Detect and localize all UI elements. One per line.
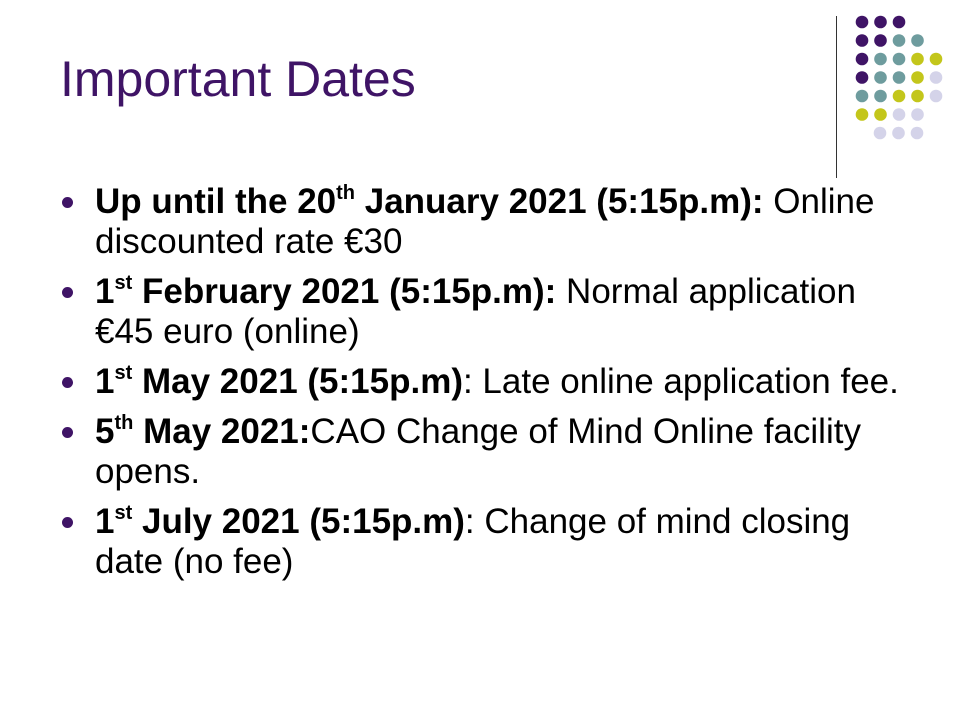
date-text-cont: May 2021: [133, 412, 311, 451]
decorative-dot [911, 127, 924, 140]
bullet-description: : Late online application fee. [462, 362, 899, 401]
decorative-dot [874, 34, 887, 47]
ordinal-suffix: st [114, 272, 133, 294]
decorative-dot [930, 71, 943, 84]
date-text: 1 [95, 502, 115, 541]
decorative-dot [911, 90, 924, 103]
decorative-dot [856, 108, 869, 121]
date-bold-text [95, 182, 764, 221]
decorative-dot [893, 53, 906, 66]
date-text-cont: February 2021 (5:15p.m): [132, 272, 557, 311]
decorative-dot [856, 90, 869, 103]
title-divider-line [836, 16, 837, 178]
bullet-description: : Change of mind closing date (no fee) [95, 502, 851, 581]
decorative-dot [856, 34, 869, 47]
bullet-item-discounted-rate [60, 182, 920, 262]
date-text-cont: May 2021 (5:15p.m) [132, 362, 463, 401]
decorative-dot [874, 53, 887, 66]
decorative-dot [874, 90, 887, 103]
decorative-dot [856, 71, 869, 84]
date-text: 1 [95, 362, 115, 401]
date-text: Up until the 20 [95, 182, 337, 221]
bullet-item-normal-application [60, 272, 920, 352]
decorative-dot [930, 53, 943, 66]
date-bold-text [95, 272, 556, 311]
bullet-item-change-of-mind-closes [60, 502, 920, 582]
slide-title: Important Dates [60, 51, 416, 107]
decorative-dot [911, 71, 924, 84]
bullet-description: CAO Change of Mind Online facility opens. [95, 412, 861, 491]
decorative-dot [893, 90, 906, 103]
date-bold-text [95, 502, 465, 541]
bullet-dot-icon [62, 427, 73, 438]
ordinal-suffix: th [114, 412, 134, 434]
decorative-dot [874, 127, 887, 140]
bullet-dot-icon [62, 517, 73, 528]
decorative-dot [856, 53, 869, 66]
ordinal-suffix: st [114, 362, 133, 384]
decorative-dot [893, 34, 906, 47]
date-text-cont: July 2021 (5:15p.m) [132, 502, 465, 541]
bullet-description: Online discounted rate €30 [95, 182, 875, 261]
decorative-dot [874, 16, 887, 29]
important-dates-list [60, 182, 920, 592]
bullet-dot-icon [62, 287, 73, 298]
decorative-dot [874, 108, 887, 121]
decorative-dot [893, 108, 906, 121]
date-text: 1 [95, 272, 115, 311]
date-bold-text [95, 412, 310, 451]
decorative-dot [930, 90, 943, 103]
decorative-dot [911, 108, 924, 121]
decorative-dot [893, 16, 906, 29]
bullet-description: Normal application €45 euro (online) [95, 272, 856, 351]
bullet-dot-icon [62, 197, 73, 208]
bullet-item-change-of-mind-opens [60, 412, 920, 492]
date-text-cont: January 2021 (5:15p.m): [355, 182, 764, 221]
decorative-dot [893, 71, 906, 84]
ordinal-suffix: st [114, 502, 133, 524]
bullet-dot-icon [62, 377, 73, 388]
decorative-dot [892, 127, 905, 140]
decorative-dot [911, 53, 924, 66]
bullet-item-late-application [60, 362, 920, 402]
date-text: 5 [95, 412, 115, 451]
decorative-dot [911, 34, 924, 47]
date-bold-text [95, 362, 463, 401]
decorative-dot [856, 16, 869, 29]
ordinal-suffix: th [336, 182, 356, 204]
decorative-dot [874, 71, 887, 84]
